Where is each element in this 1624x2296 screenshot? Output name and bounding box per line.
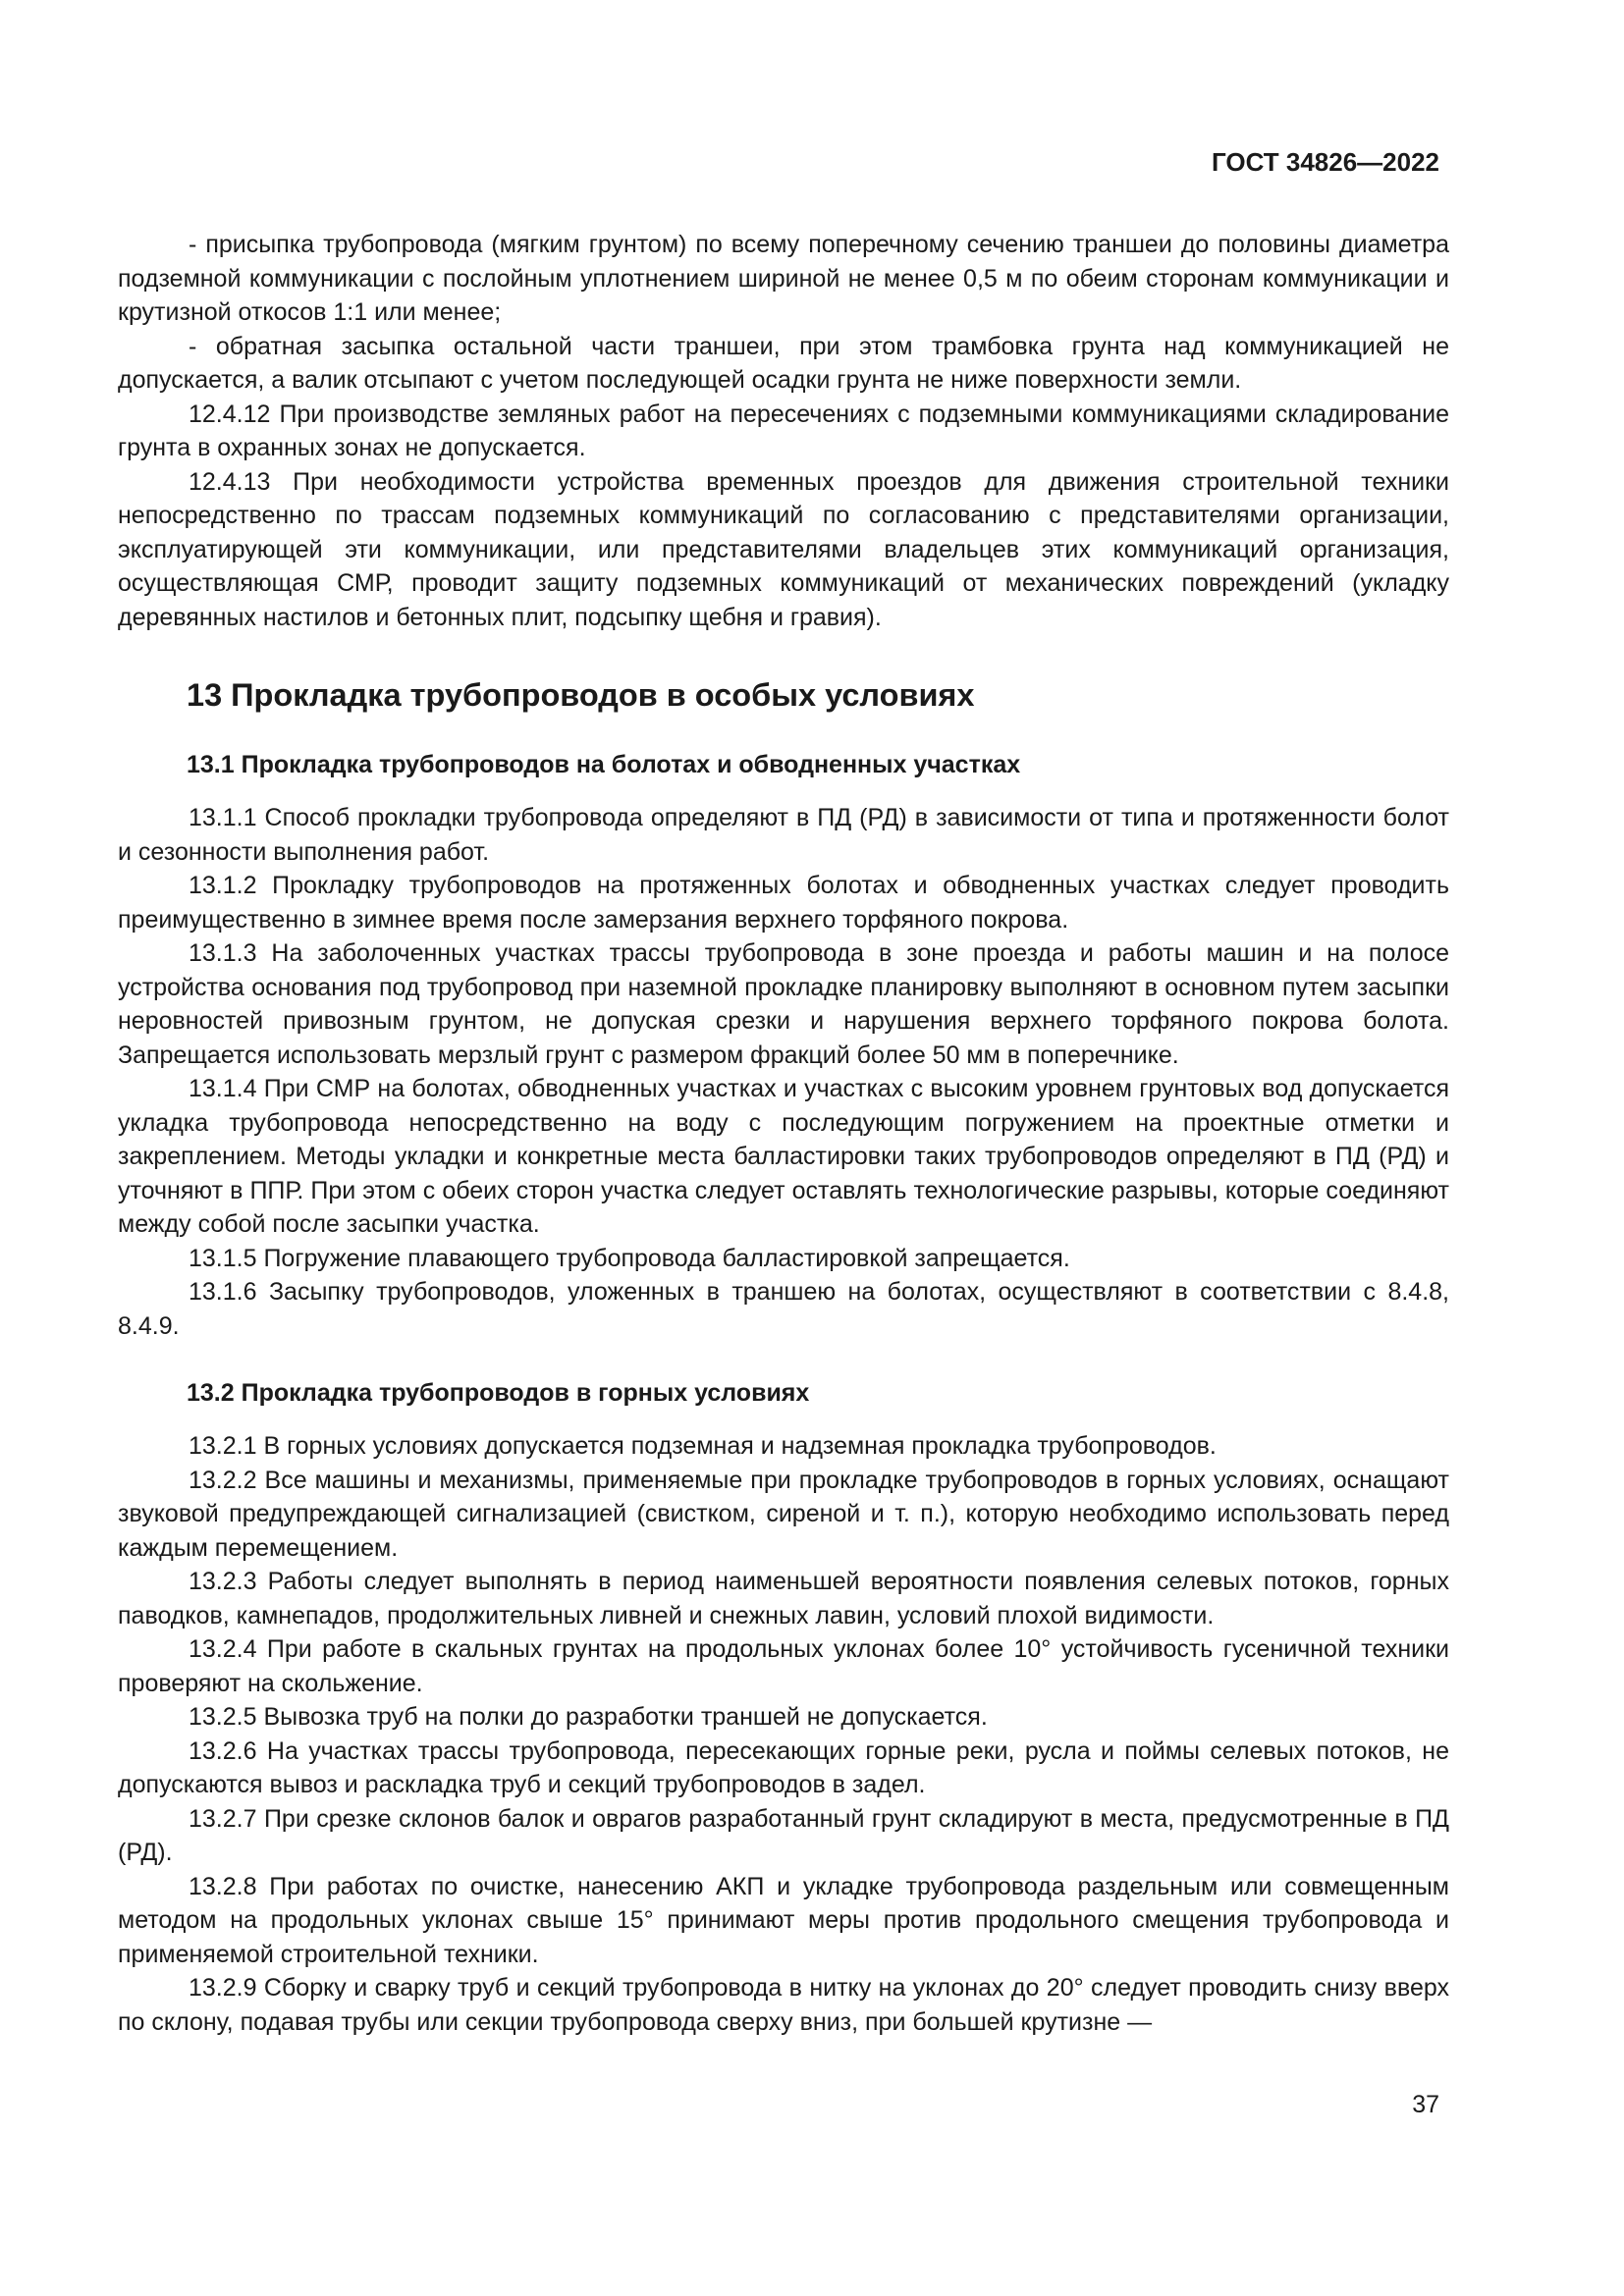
paragraph: 13.2.8 При работах по очистке, нанесению АКП и укладке трубопровода раздельным или совмещенным методом на продольных уклонах свыше 15° принимают меры против продольного смещения трубопровода и применяемой строительной техники. <box>118 1872 1449 1968</box>
paragraph: - обратная засыпка остальной части траншеи, при этом трамбовка грунта над коммуникацией не допускается, а валик отсыпают с учетом последующей осадки грунта не ниже поверхности земли. <box>118 332 1449 394</box>
section-heading: 13 Прокладка трубопроводов в особых условиях <box>187 677 975 713</box>
paragraph: 13.2.1 В горных условиях допускается подземная и надземная прокладка трубопроводов. <box>189 1432 1217 1460</box>
subsection-heading: 13.1 Прокладка трубопроводов на болотах и обводненных участках <box>187 751 1021 778</box>
paragraph: 13.2.2 Все машины и механизмы, применяемые при прокладке трубопроводов в горных условиях, оснащают звуковой предупреждающей сигнализацией (свистком, сиреной и т. п.), которую необходимо использовать перед каждым перемещением. <box>118 1466 1449 1562</box>
paragraph: 13.2.9 Сборку и сварку труб и секций трубопровода в нитку на уклонах до 20° следует проводить снизу вверх по склону, подавая трубы или секции трубопровода сверху вниз, при большей крутизне — <box>118 1974 1449 2036</box>
paragraph: 13.2.5 Вывозка труб на полки до разработки траншей не допускается. <box>189 1703 988 1731</box>
paragraph: 13.1.4 При СМР на болотах, обводненных участках и участках с высоким уровнем грунтовых вод допускается укладка трубопровода непосредственно на воду с последующим погружением на проектные отметки и закреплением. Методы укладки и конкретные места балластировки таких трубопроводов определяют в ПД (РД) и уточняют в ППР. При этом с обеих сторон участка следует оставлять технологические разрывы, которые соединяют между собой после засыпки участка. <box>118 1075 1449 1238</box>
paragraph: 12.4.13 При необходимости устройства временных проездов для движения строительной техники непосредственно по трассам подземных коммуникаций по согласованию с представителями организации, эксплуатирующей эти коммуникации, или представителями владельцев этих коммуникаций организация, осуществляющая СМР, проводит защиту подземных коммуникаций от механических повреждений (укладку деревянных настилов и бетонных плит, подсыпку щебня и гравия). <box>118 467 1449 631</box>
paragraph: 13.1.1 Способ прокладки трубопровода определяют в ПД (РД) в зависимости от типа и протяженности болот и сезонности выполнения работ. <box>118 804 1449 866</box>
paragraph: - присыпка трубопровода (мягким грунтом) по всему поперечному сечению траншеи до половины диаметра подземной коммуникации с послойным уплотнением шириной не менее 0,5 м по обеим сторонам коммуникации и крутизной откосов 1:1 или менее; <box>118 231 1449 326</box>
paragraph: 13.1.3 На заболоченных участках трассы трубопровода в зоне проезда и работы машин и на полосе устройства основания под трубопровод при наземной прокладке планировку выполняют в основном путем засыпки неровностей привозным грунтом, не допуская срезки и нарушения верхнего торфяного покрова болота. Запрещается использовать мерзлый грунт с размером фракций более 50 мм в поперечнике. <box>118 939 1449 1069</box>
subsection-heading: 13.2 Прокладка трубопроводов в горных условиях <box>187 1379 810 1407</box>
paragraph: 13.2.7 При срезке склонов балок и оврагов разработанный грунт складируют в места, предусмотренные в ПД (РД). <box>118 1804 1449 1866</box>
document-body <box>118 228 1449 2039</box>
paragraph: 13.1.5 Погружение плавающего трубопровода балластировкой запрещается. <box>189 1244 1070 1272</box>
page-number: 37 <box>1412 2091 1439 2118</box>
paragraph: 12.4.12 При производстве земляных работ на пересечениях с подземными коммуникациями складирование грунта в охранных зонах не допускается. <box>118 400 1449 461</box>
paragraph: 13.1.2 Прокладку трубопроводов на протяженных болотах и обводненных участках следует проводить преимущественно в зимнее время после замерзания верхнего торфяного покрова. <box>118 872 1449 934</box>
paragraph: 13.1.6 Засыпку трубопроводов, уложенных в траншею на болотах, осуществляют в соответствии с 8.4.8, 8.4.9. <box>118 1278 1449 1340</box>
paragraph: 13.2.3 Работы следует выполнять в период наименьшей вероятности появления селевых потоков, горных паводков, камнепадов, продолжительных ливней и снежных лавин, условий плохой видимости. <box>118 1568 1449 1629</box>
document-header-id: ГОСТ 34826—2022 <box>1212 147 1439 177</box>
paragraph: 13.2.6 На участках трассы трубопровода, пересекающих горные реки, русла и поймы селевых потоков, не допускаются вывоз и раскладка труб и секций трубопроводов в задел. <box>118 1736 1449 1798</box>
paragraph: 13.2.4 При работе в скальных грунтах на продольных уклонах более 10° устойчивость гусеничной техники проверяют на скольжение. <box>118 1635 1449 1697</box>
